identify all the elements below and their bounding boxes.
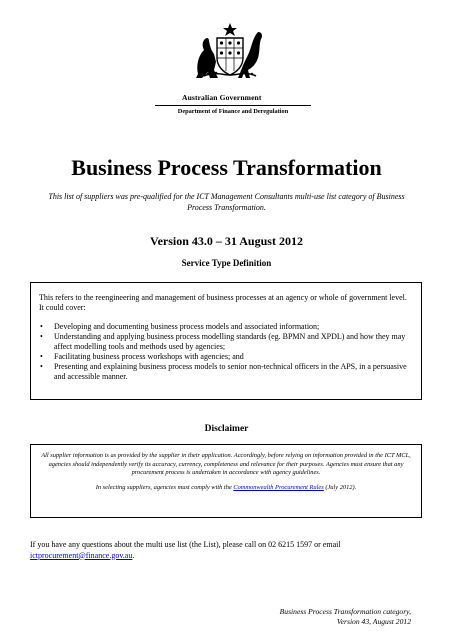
procurement-rules-link[interactable]: Commonwealth Procurement Rules: [233, 483, 324, 491]
list-item: [39, 322, 413, 332]
page-footer: [151, 607, 411, 626]
footer-line-2: Version 43, August 2012: [336, 616, 411, 626]
service-type-intro: This refers to the reengineering and management of business processes at an agency or whole of government level. It could cover:: [39, 293, 407, 312]
contact-text: If you have any questions about the multi use list (the List), please call on 02 6215 1597 or email: [30, 540, 341, 549]
header-divider: [155, 105, 311, 106]
list-item: [39, 352, 413, 362]
bullet-icon: •: [40, 362, 43, 371]
service-type-heading: Service Type Definition: [181, 258, 272, 268]
disclaimer-box: [30, 444, 422, 518]
disclaimer-heading: Disclaimer: [204, 424, 249, 434]
bullet-icon: •: [40, 352, 43, 361]
government-name: Australian Government: [182, 93, 262, 102]
contact-email-link[interactable]: ictprocurement@finance.gov.au: [30, 550, 133, 560]
service-type-box: [30, 282, 422, 400]
bullet-icon: •: [40, 332, 43, 341]
department-name: Department of Finance and Deregulation: [177, 108, 289, 115]
disclaimer-text: All supplier information is as provided by the supplier in their application. Accordingly, before relying on information provided in the ICT MCL, agencies should independently verify its accuracy, currency, completeness and relevance for their purposes. Agencies must ensure that any procurement process is undertaken in accordance with agency guidelines.: [41, 452, 411, 477]
list-item-text: Understanding and applying business process modelling standards (eg. BPMN and XPDL) and how they may affect modelling tools and methods used by agencies;: [54, 332, 406, 351]
footer-line-1: Business Process Transformation category,: [279, 607, 411, 616]
list-item: [39, 362, 413, 382]
page-title: Business Process Transformation: [71, 155, 382, 180]
contact-paragraph: [30, 540, 425, 561]
bullet-icon: •: [40, 322, 43, 331]
service-type-list: [39, 322, 413, 382]
list-item-text: Presenting and explaining business process models to senior non-technical officers in the APS, in a persuasive and accessible manner.: [54, 362, 407, 381]
version-line: Version 43.0 – 31 August 2012: [150, 234, 303, 248]
page-subtitle: This list of suppliers was pre-qualified for the ICT Management Consultants multi-use list category of Business Process Transformation.: [48, 192, 405, 212]
coat-of-arms-icon: [190, 22, 270, 80]
disclaimer-rules: [37, 484, 415, 493]
disclaimer-rules-suffix: (July 2012).: [323, 483, 357, 491]
contact-suffix: .: [132, 550, 135, 560]
list-item-text: Facilitating business process workshops with agencies; and: [54, 352, 244, 361]
list-item: [39, 332, 413, 352]
list-item-text: Developing and documenting business process models and associated information;: [54, 322, 320, 331]
disclaimer-rules-prefix: In selecting suppliers, agencies must comply with the: [95, 483, 234, 491]
